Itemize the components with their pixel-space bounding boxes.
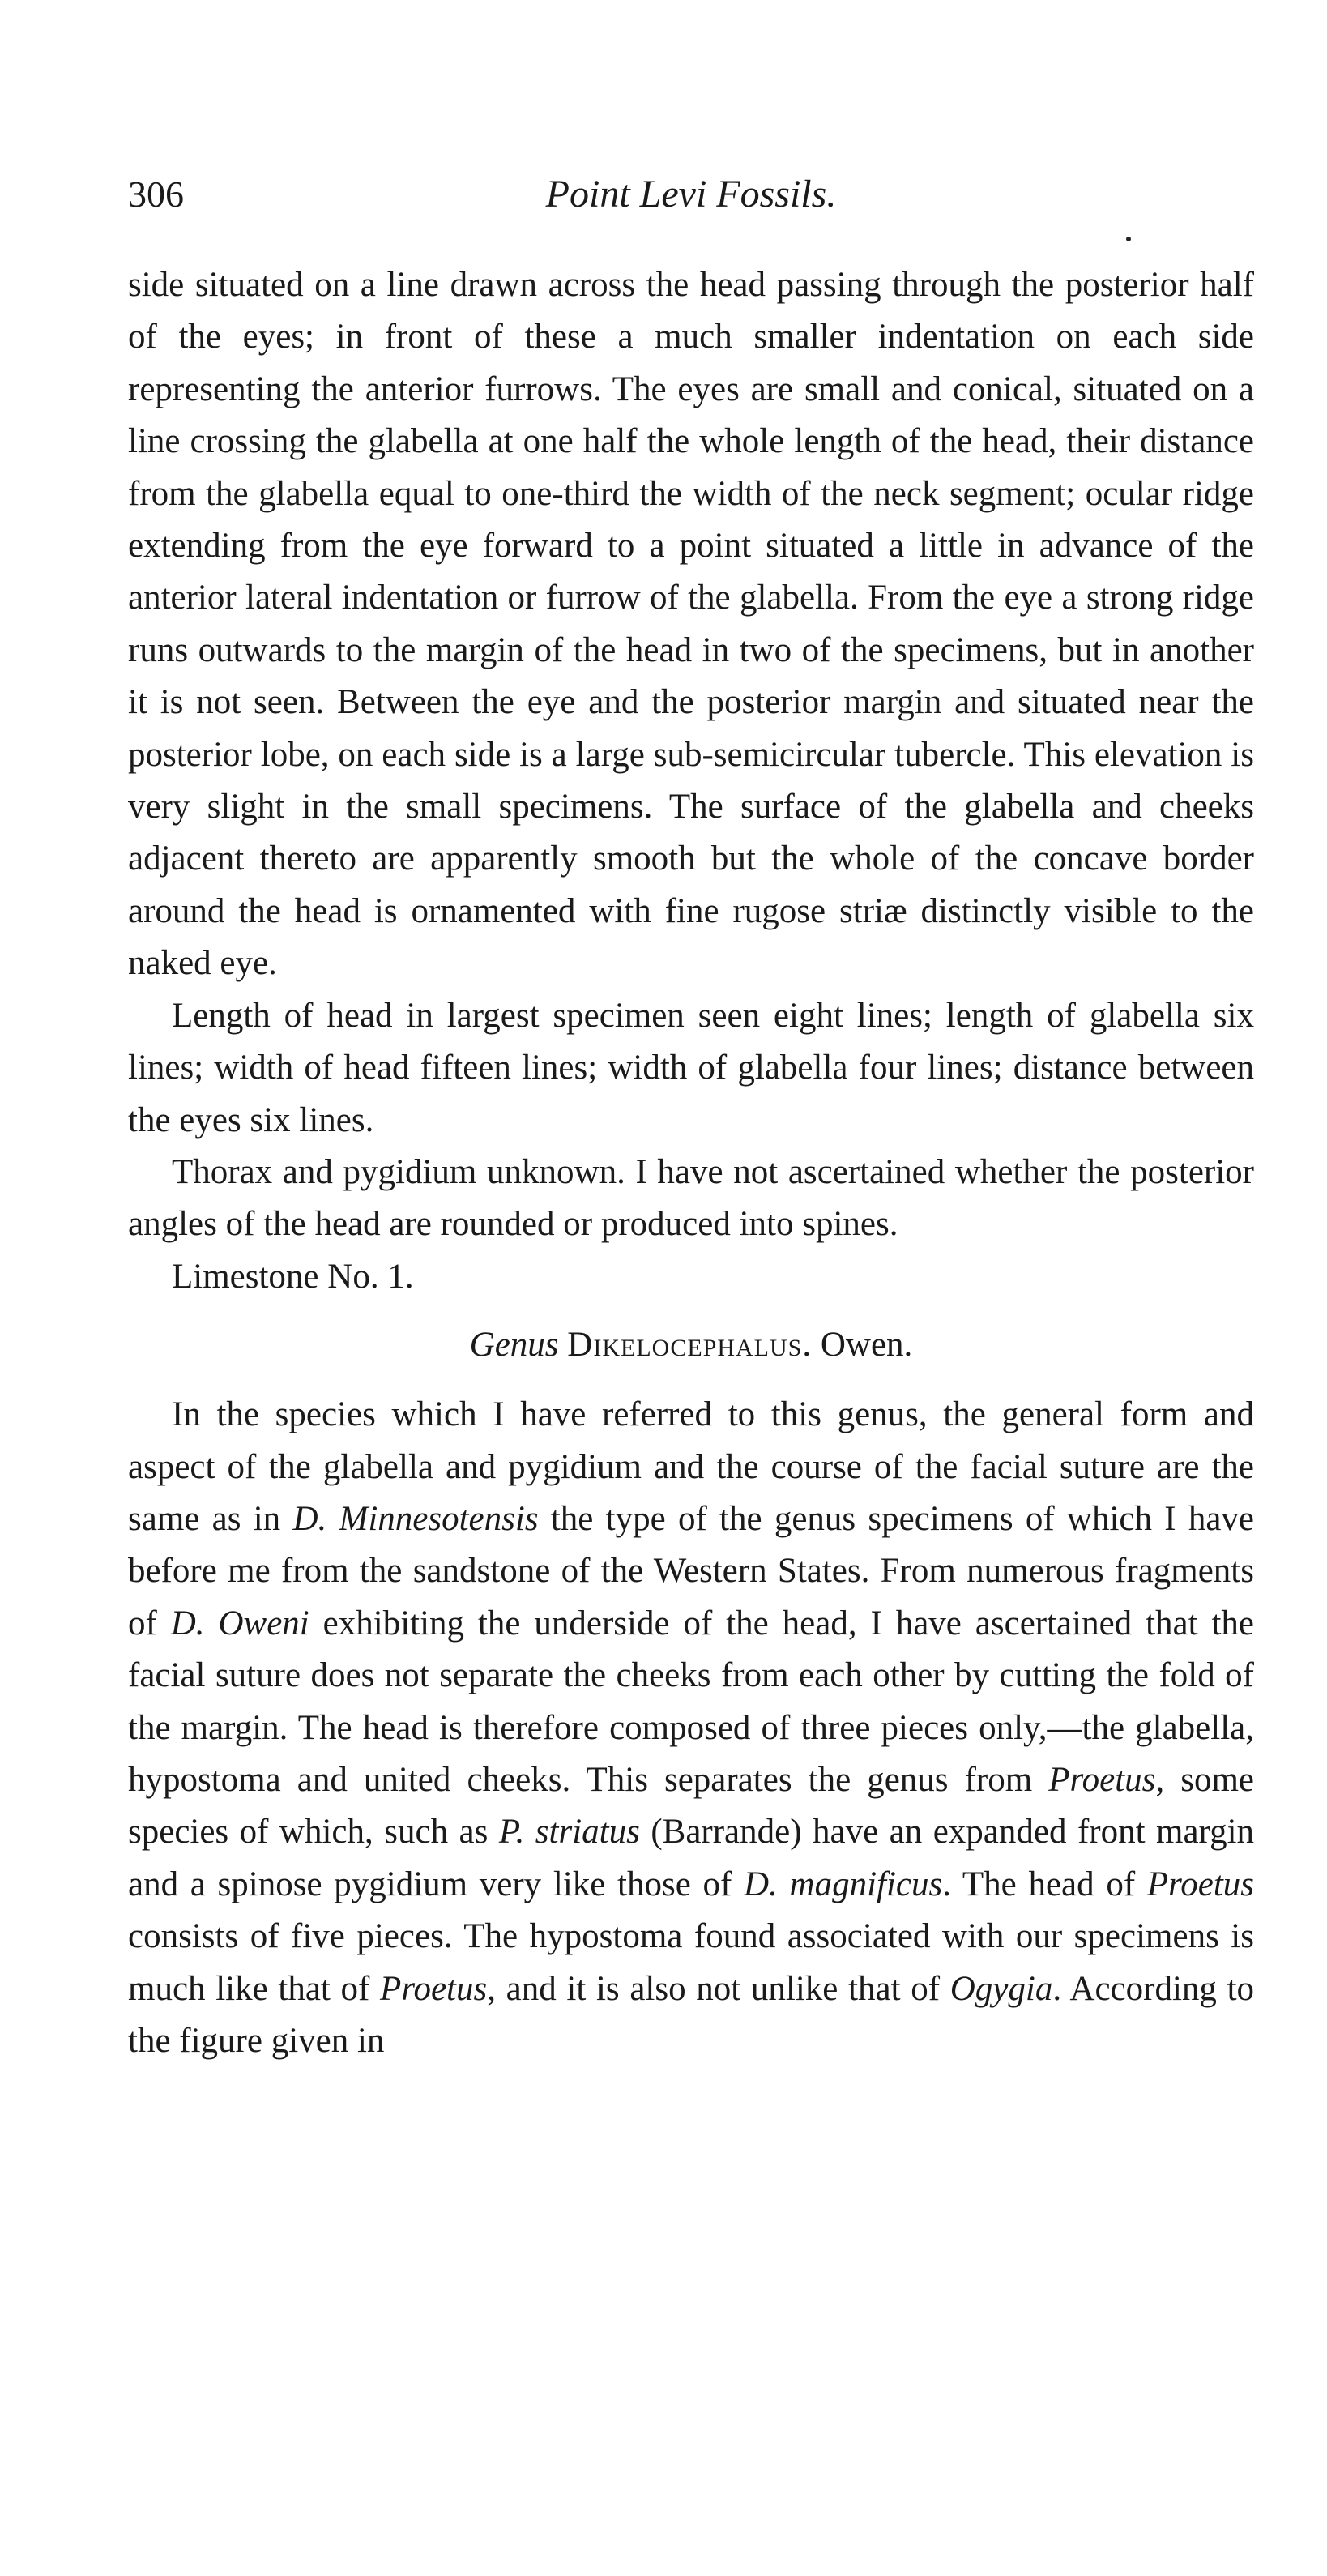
page-number: 306	[128, 173, 184, 215]
p5-text-4: , some species of which, such as	[128, 1760, 1254, 1852]
p5-text-1: In the species which I have referred to this genus, the general form and aspect of the glabella and pygidium and the course of the facial suture are the same as in	[128, 1395, 1254, 1538]
genus-name: Dikelocephalus.	[567, 1326, 813, 1365]
paragraph-4: Limestone No. 1.	[172, 1257, 414, 1296]
taxon-d-magnificus: D. magnificus	[744, 1865, 943, 1903]
paragraph-3: Thorax and pygidium unknown. I have not ascertained whether the posterior angles of the head are rounded or produced into spines.	[128, 1152, 1254, 1244]
taxon-d-minnesotensis: D. Minnesotensis	[292, 1499, 539, 1538]
p5-text-9: . According to the figure given in	[128, 1969, 1255, 2060]
genus-word: Genus	[469, 1326, 559, 1365]
taxon-proetus-2: Proetus	[1146, 1865, 1255, 1903]
taxon-ogygia: Ogygia	[949, 1969, 1053, 2008]
p5-text-8: , and it is also not unlike that of	[487, 1969, 941, 2008]
paragraph-5	[128, 1389, 1254, 2067]
paragraph-2: Length of head in largest specimen seen eight lines; length of glabella six lines; width of head fifteen lines; width of glabella four lines; distance between the eyes six lines.	[128, 996, 1254, 1139]
stray-dot-mark	[1126, 237, 1131, 241]
genus-heading	[128, 1319, 1254, 1371]
taxon-d-oweni: D. Oweni	[170, 1604, 309, 1643]
body-text	[128, 259, 1254, 2067]
taxon-p-striatus: P. striatus	[498, 1813, 640, 1852]
paragraph-1: side situated on a line drawn across the head passing through the posterior half of the eyes; in front of these a much smaller indentation on each side representing the anterior furrows. The eyes are small and conical, situated on a line crossing the glabella at one half the whole length of the head, their distance from the glabella equal to one-third the width of the neck segment; ocular ridge extending from the eye forward to a point situated a little in advance of the anterior lateral indentation or furrow of the glabella. From the eye a strong ridge runs outwards to the margin of the head in two of the specimens, but in another it is not seen. Between the eye and the posterior margin and situated near the posterior lobe, on each side is a large sub-semicircular tubercle. This elevation is very slight in the small specimens. The surface of the glabella and cheeks adjacent thereto are apparently smooth but the whole of the concave border around the head is ornamented with fine rugose striæ distinctly visible to the naked eye.	[128, 266, 1254, 983]
p5-text-5: (Barrande) have an expanded front margin and a spinose pygidium very like those of	[128, 1813, 1255, 1903]
genus-author: Owen.	[820, 1326, 913, 1365]
p5-text-2: the type of the genus specimens of which I have before me from the sandstone of the Western States. From numerous fragments of	[128, 1499, 1255, 1643]
running-title: Point Levi Fossils.	[545, 173, 837, 216]
p5-text-6: . The head of	[942, 1865, 1136, 1903]
p5-text-3: exhibiting the underside of the head, I have ascertained that the facial suture does not separate the cheeks from each other by cutting the fold of the margin. The head is therefore composed of three pieces only,—the glabella, hypostoma and united cheeks. This separates the genus from	[128, 1604, 1255, 1799]
taxon-proetus-3: Proetus	[380, 1969, 488, 2008]
taxon-proetus-1: Proetus	[1048, 1760, 1156, 1799]
page-header	[128, 170, 1254, 227]
p5-text-7: consists of five pieces. The hypostoma found associated with our specimens is much like that of	[128, 1917, 1254, 2008]
